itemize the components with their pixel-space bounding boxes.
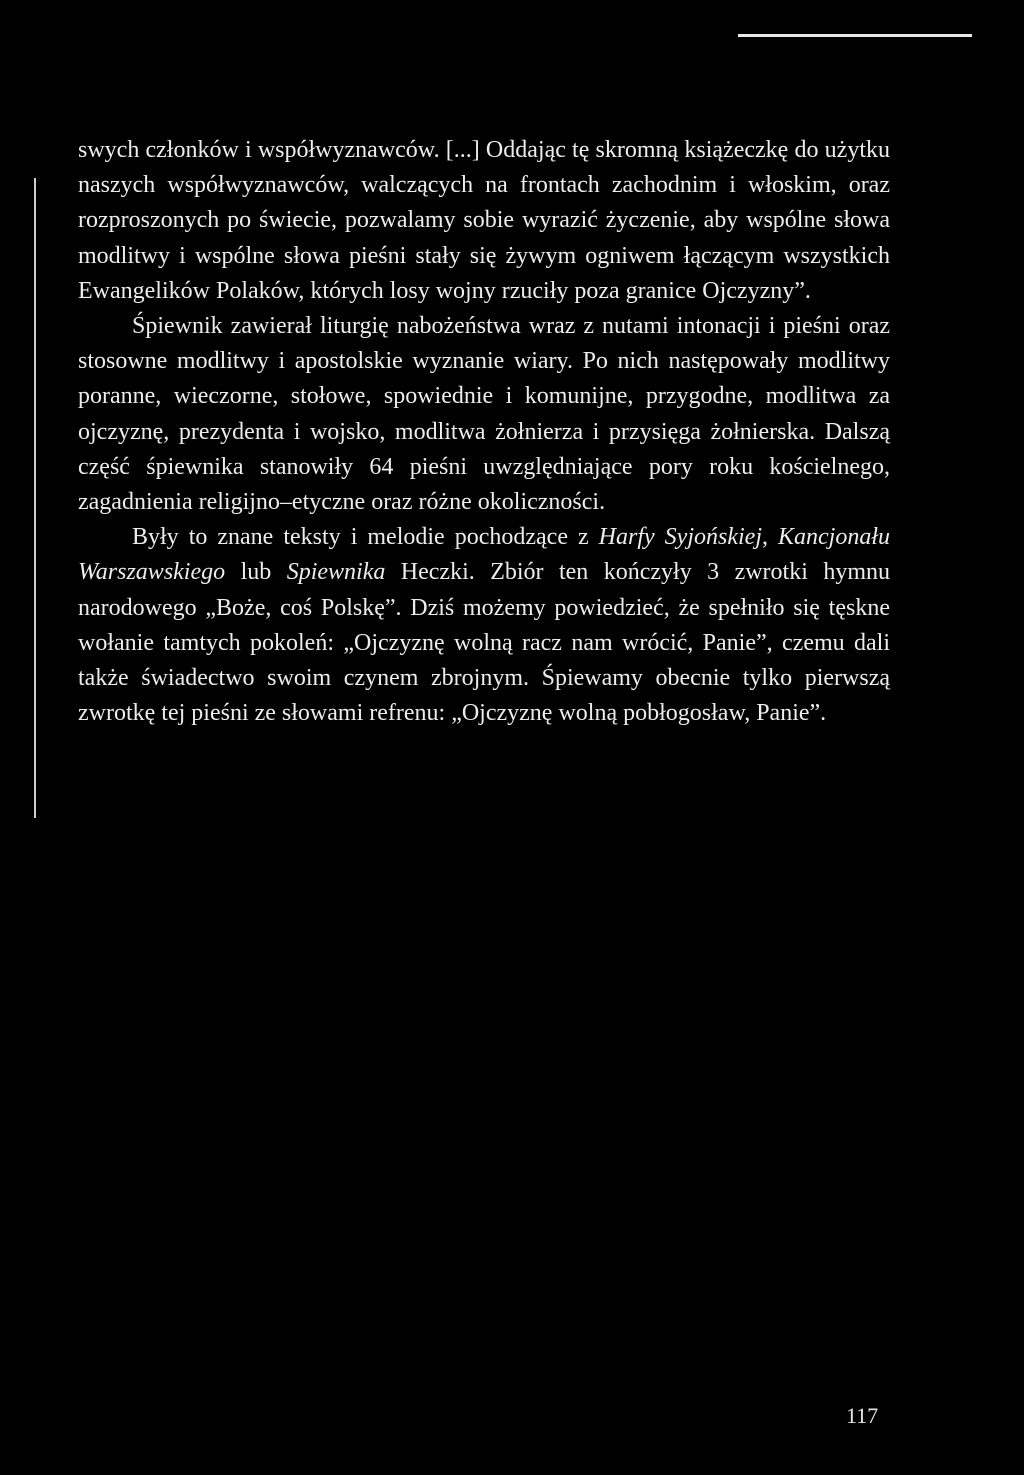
top-rule <box>738 34 972 37</box>
paragraph-1 <box>78 133 890 309</box>
paragraph-3-text-d: Heczki. Zbiór ten kończyły 3 zwrotki hymnu narodowego „Boże, coś Polskę”. Dziś możemy powiedzieć, że spełniło się tęskne wołanie tamtych pokoleń: „Ojczyznę wolną racz nam wrócić, Panie”, czemu dali także świadectwo swoim czynem zbrojnym. Śpiewamy obecnie tylko pierwszą zwrotkę tej pieśni ze słowami refrenu: „Ojczyznę wolną pobłogosław, Panie”. <box>78 559 890 727</box>
margin-line <box>34 178 36 818</box>
paragraph-3-text-b: , <box>761 524 779 551</box>
body-text <box>78 133 890 731</box>
paragraph-1-text: swych członków i współwyznawców. [...] Oddając tę skromną książeczkę do użytku naszych współwyznawców, walczących na frontach zachodnim i włoskim, oraz rozproszonych po świecie, pozwalamy sobie wyrazić życzenie, aby wspólne słowa modlitwy i wspólne słowa pieśni stały się żywym ogniwem łączącym wszystkich Ewangelików Polaków, których losy wojny rzuciły poza granice Ojczyzny”. <box>78 137 890 304</box>
paragraph-3-text-c: lub <box>225 559 287 586</box>
paragraph-2 <box>78 309 890 520</box>
title-spiewnika: Spiewnika <box>286 559 386 586</box>
title-harfy-syjonskiej: Harfy Syjońskiej <box>598 524 762 551</box>
title-kancjonalu-warszawskiego: Kancjonału Warszawskiego <box>78 524 891 586</box>
paragraph-2-text: Śpiewnik zawierał liturgię nabożeństwa wraz z nutami intonacji i pieśni oraz stosowne modlitwy i apostolskie wyznanie wiary. Po nich następowały modlitwy poranne, wieczorne, stołowe, spowiednie i komunijne, przygodne, modlitwa za ojczyznę, prezydenta i wojsko, modlitwa żołnierza i przysięga żołnierska. Dalszą część śpiewnika stanowiły 64 pieśni uwzględniające pory roku kościelnego, zagadnienia religijno–etyczne oraz różne okoliczności. <box>78 313 890 516</box>
page-number: 117 <box>846 1403 879 1428</box>
paragraph-3 <box>78 520 890 731</box>
paragraph-3-text-a: Były to znane teksty i melodie pochodzące z <box>132 524 599 551</box>
